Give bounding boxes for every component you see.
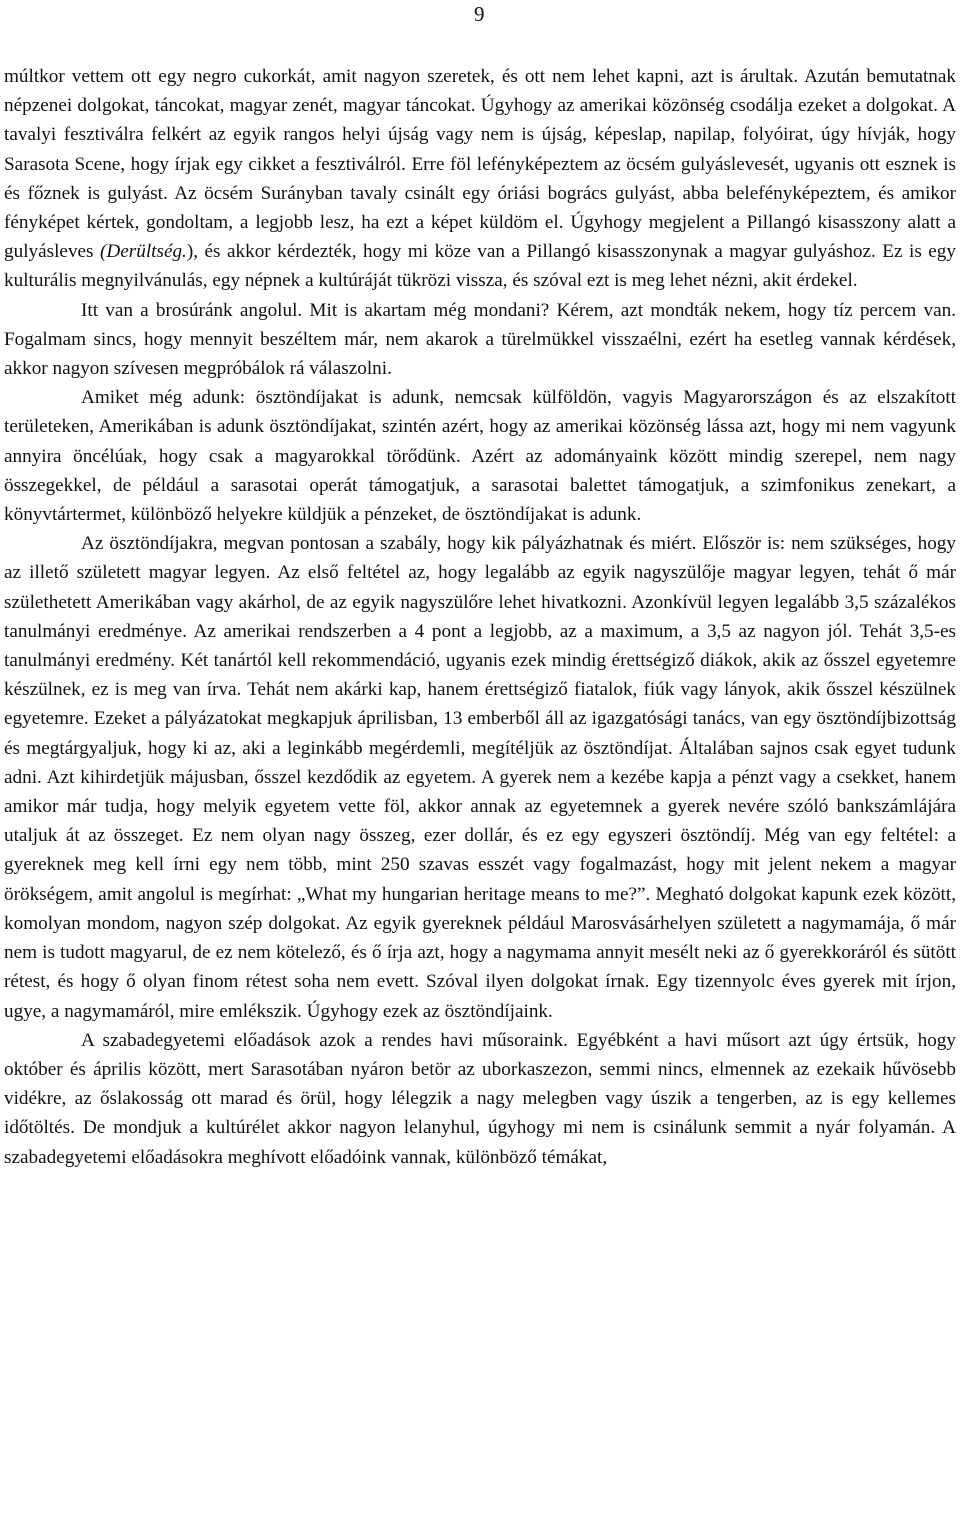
text-segment: A szabadegyetemi előadások azok a rendes havi műsoraink. Egyébként a havi műsort azt úgy értsük, hogy október és április között, mert Sarasotában nyáron betör az uborkaszezon, semmi nincs, elmennek az ezekaik hűvösebb vidékre, az őslakosság ott marad és örül, hogy lélegzik a nagy melegben vagy úszik a tengerben, az is egy kellemes időtöltés. De mondjuk a kultúrélet akkor nagyon lelanyhul, úgyhogy mi nem is csinálunk semmit a nyár folyamán. A szabadegyetemi előadásokra meghívott előadóink vannak, különböző témákat, [4, 1029, 956, 1168]
paragraph [4, 1026, 956, 1172]
text-segment: múltkor vettem ott egy negro cukorkát, amit nagyon szeretek, és ott nem lehet kapni, azt is árultak. Azután bemutatnak népzenei dolgokat, táncokat, magyar zenét, magyar táncokat. Úgyhogy az amerikai közönség csodálja ezeket a dolgokat. A tavalyi fesztiválra felkért az egyik rangos helyi újság vagy nem is újság, képeslap, napilap, folyóirat, úgy hívják, hogy Sarasota Scene, hogy írjak egy cikket a fesztiválról. Erre föl lefényképeztem az öcsém gulyáslevesét, ugyanis ott esznek is és főznek is gulyást. Az öcsém Surányban tavaly csinált egy óriási bogrács gulyást, abba belefényképeztem, és amikor fényképet kértek, gondoltam, a legjobb lesz, ha ezt a képet küldöm el. Úgyhogy megjelent a Pillangó kisasszony alatt a gulyásleves [4, 66, 956, 263]
text-segment: Itt van a brosúránk angolul. Mit is akartam még mondani? Kérem, azt mondták nekem, hogy tíz percem van. Fogalmam sincs, hogy mennyit beszéltem már, nem akarok a türelmükkel visszaélni, ezért ha esetleg vannak kérdések, akkor nagyon szívesen megpróbálok rá válaszolni. [4, 299, 956, 380]
text-segment: Az ösztöndíjakra, megvan pontosan a szabály, hogy kik pályázhatnak és miért. Először is: nem szükséges, hogy az illető született magyar legyen. Az első feltétel az, hogy legalább az egyik nagyszülője magyar legyen, tehát ő már születhetett Amerikában vagy akárhol, de az egyik nagyszülőre lehet hivatkozni. Azonkívül legyen legalább 3,5 százalékos tanulmányi eredménye. Az amerikai rendszerben a 4 pont a legjobb, az a maximum, a 3,5 az nagyon jól. Tehát 3,5-es tanulmányi eredmény. Két tanártól kell rekommendáció, ugyanis ezek mindig érettségiző diákok, akik az ősszel egyetemre készülnek, ez is meg van írva. Tehát nem akárki kap, hanem érettségiző fiatalok, fiúk vagy lányok, akik ősszel készülnek egyetemre. Ezeket a pályázatokat megkapjuk áprilisban, 13 emberből áll az igazgatósági tanács, van egy ösztöndíjbizottság és megtárgyaljuk, hogy ki az, aki a leginkább megérdemli, megítéljük az ösztöndíjat. Általában sajnos csak egyet tudunk adni. Azt kihirdetjük májusban, ősszel kezdődik az egyetem. A gyerek nem a kezébe kapja a pénzt vagy a csekket, hanem amikor már tudja, hogy melyik egyetem vette föl, akkor annak az egyetemnek a gyerek nevére szóló bankszámlájára utaljuk át az összeget. Ez nem olyan nagy összeg, ezer dollár, és ez egy egyszeri ösztöndíj. Még van egy feltétel: a gyereknek meg kell írni egy nem több, mint 250 szavas esszét vagy fogalmazást, hogy mit jelent nekem a magyar örökségem, amit angolul is megírhat: „What my hungarian heritage means to me?”. Megható dolgokat kapunk ezek között, komolyan mondom, nagyon szép dolgokat. Az egyik gyereknek például Marosvásárhelyen született a nagymamája, ő már nem is tudott magyarul, de ez nem kötelező, és ő írja azt, hogy a nagymama annyit mesélt neki az ő gyerekkoráról és sütött rétest, és hogy ő olyan finom rétest soha nem evett. Szóval ilyen dolgokat írnak. Egy tizennyolc éves gyerek mit írjon, ugye, a nagymamáról, mire emlékszik. Úgyhogy ezek az ösztöndíjaink. [4, 533, 956, 1022]
text-segment: Amiket még adunk: ösztöndíjakat is adunk, nemcsak külföldön, vagyis Magyarországon és az elszakított területeken, Amerikában is adunk ösztöndíjakat, szintén azért, hogy az amerikai közönség lássa azt, hogy mi nem vagyunk annyira öncélúak, hogy csak a magyarokkal törődünk. Azért az adományaink között mindig szerepel, nem nagy összegekkel, de például a sarasotai operát támogatjuk, a sarasotai balettet támogatjuk, a szimfonikus zenekart, a könyvtártermet, különböző helyekre küldjük a pénzeket, de ösztöndíjakat is adunk. [4, 387, 956, 526]
paragraph [4, 62, 956, 296]
paragraph [4, 383, 956, 529]
italic-text-segment: (Derültség. [100, 241, 187, 263]
text-segment: ), és akkor kérdezték, hogy mi köze van a Pillangó kisasszonynak a magyar gulyáshoz. Ez is egy kulturális megnyilvánulás, egy népnek a kultúráját tükrözi vissza, és szóval ezt is meg lehet nézni, akit érdekel. [4, 241, 956, 292]
page-number: 9 [474, 2, 485, 26]
document-body [4, 62, 956, 1172]
paragraph [4, 296, 956, 384]
paragraph [4, 529, 956, 1025]
